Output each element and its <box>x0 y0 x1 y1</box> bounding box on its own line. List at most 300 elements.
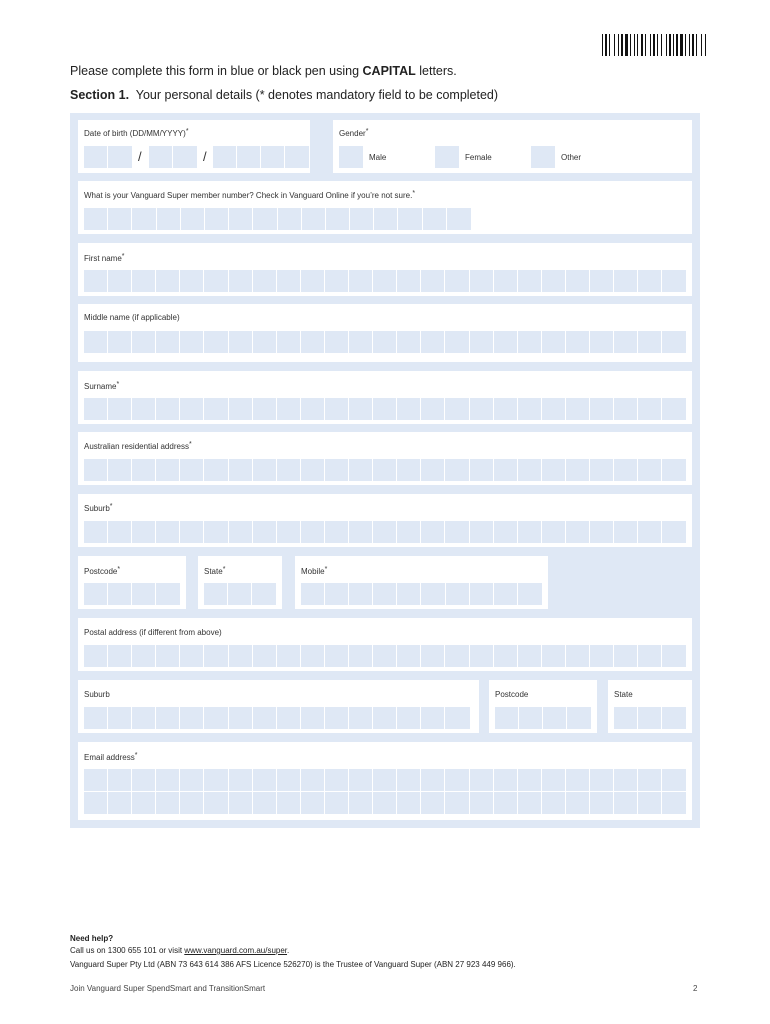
character-cell[interactable] <box>204 270 228 292</box>
character-cell[interactable] <box>445 792 469 814</box>
postal-suburb-box <box>78 680 479 733</box>
character-cell[interactable] <box>614 769 638 791</box>
character-cell[interactable] <box>350 208 374 230</box>
character-cell[interactable] <box>132 398 156 420</box>
character-cell[interactable] <box>566 792 590 814</box>
character-cell[interactable] <box>614 521 638 543</box>
character-cell[interactable] <box>349 645 373 667</box>
character-cell[interactable] <box>373 792 397 814</box>
character-cell[interactable] <box>132 769 156 791</box>
postal-address-input[interactable] <box>84 645 686 667</box>
character-cell[interactable] <box>108 583 132 605</box>
character-cell[interactable] <box>518 270 542 292</box>
email-input-line-1[interactable] <box>84 769 686 791</box>
character-cell[interactable] <box>638 459 662 481</box>
character-cell[interactable] <box>566 398 590 420</box>
character-cell[interactable] <box>108 769 132 791</box>
character-cell[interactable] <box>421 583 445 605</box>
character-cell[interactable] <box>445 645 469 667</box>
character-cell[interactable] <box>542 769 566 791</box>
character-cell[interactable] <box>445 521 469 543</box>
character-cell[interactable] <box>662 459 686 481</box>
character-cell[interactable] <box>445 459 469 481</box>
postcode-label: Postcode* <box>84 566 121 576</box>
character-cell[interactable] <box>277 707 301 729</box>
character-cell[interactable] <box>374 208 398 230</box>
character-cell[interactable] <box>662 792 686 814</box>
character-cell[interactable] <box>229 707 253 729</box>
character-cell[interactable] <box>301 459 325 481</box>
character-cell[interactable] <box>373 521 397 543</box>
character-cell[interactable] <box>277 792 301 814</box>
character-cell[interactable] <box>301 331 325 353</box>
character-cell[interactable] <box>149 146 173 168</box>
character-cell[interactable] <box>614 645 638 667</box>
character-cell[interactable] <box>180 707 204 729</box>
character-cell[interactable] <box>84 521 108 543</box>
character-cell[interactable] <box>614 792 638 814</box>
character-cell[interactable] <box>253 792 277 814</box>
character-cell[interactable] <box>397 792 421 814</box>
character-cell[interactable] <box>157 208 181 230</box>
character-cell[interactable] <box>349 707 373 729</box>
character-cell[interactable] <box>494 792 518 814</box>
character-cell[interactable] <box>204 583 228 605</box>
character-cell[interactable] <box>156 459 180 481</box>
character-cell[interactable] <box>84 208 108 230</box>
character-cell[interactable] <box>84 769 108 791</box>
character-cell[interactable] <box>397 331 421 353</box>
character-cell[interactable] <box>108 459 132 481</box>
character-cell[interactable] <box>662 645 686 667</box>
character-cell[interactable] <box>373 645 397 667</box>
character-cell[interactable] <box>397 270 421 292</box>
character-cell[interactable] <box>132 707 156 729</box>
dob-label: Date of birth (DD/MM/YYYY)* <box>84 128 189 138</box>
character-cell[interactable] <box>373 769 397 791</box>
character-cell[interactable] <box>470 792 494 814</box>
state-input[interactable] <box>204 583 276 605</box>
postal-address-box <box>78 618 692 671</box>
character-cell[interactable] <box>421 645 445 667</box>
character-cell[interactable] <box>638 792 662 814</box>
character-cell[interactable] <box>132 331 156 353</box>
mobile-input[interactable] <box>301 583 542 605</box>
character-cell[interactable] <box>349 769 373 791</box>
character-cell[interactable] <box>253 459 277 481</box>
character-cell[interactable] <box>301 769 325 791</box>
character-cell[interactable] <box>229 459 253 481</box>
mobile-label: Mobile* <box>301 566 328 576</box>
character-cell[interactable] <box>373 707 397 729</box>
character-cell[interactable] <box>326 208 350 230</box>
character-cell[interactable] <box>566 645 590 667</box>
character-cell[interactable] <box>156 398 180 420</box>
character-cell[interactable] <box>229 208 253 230</box>
character-cell[interactable] <box>349 270 373 292</box>
dob-year-input[interactable] <box>213 146 309 168</box>
character-cell[interactable] <box>325 792 349 814</box>
suburb-input[interactable] <box>84 521 686 543</box>
mobile-box <box>295 556 548 609</box>
character-cell[interactable] <box>638 645 662 667</box>
character-cell[interactable] <box>518 769 542 791</box>
character-cell[interactable] <box>373 270 397 292</box>
character-cell[interactable] <box>181 208 205 230</box>
character-cell[interactable] <box>301 521 325 543</box>
character-cell[interactable] <box>156 521 180 543</box>
surname-input[interactable] <box>84 398 686 420</box>
character-cell[interactable] <box>180 645 204 667</box>
email-input-line-2[interactable] <box>84 792 686 814</box>
character-cell[interactable] <box>614 398 638 420</box>
character-cell[interactable] <box>590 792 614 814</box>
character-cell[interactable] <box>108 208 132 230</box>
character-cell[interactable] <box>156 270 180 292</box>
character-cell[interactable] <box>301 583 325 605</box>
character-cell[interactable] <box>445 707 469 729</box>
character-cell[interactable] <box>397 707 421 729</box>
character-cell[interactable] <box>229 398 253 420</box>
character-cell[interactable] <box>542 645 566 667</box>
character-cell[interactable] <box>590 769 614 791</box>
dob-month-input[interactable] <box>149 146 197 168</box>
character-cell[interactable] <box>253 270 277 292</box>
middle-name-input[interactable] <box>84 331 686 353</box>
character-cell[interactable] <box>213 146 237 168</box>
character-cell[interactable] <box>277 769 301 791</box>
character-cell[interactable] <box>84 331 108 353</box>
character-cell[interactable] <box>567 707 591 729</box>
character-cell[interactable] <box>84 270 108 292</box>
character-cell[interactable] <box>494 459 518 481</box>
character-cell[interactable] <box>277 521 301 543</box>
character-cell[interactable] <box>301 792 325 814</box>
character-cell[interactable] <box>421 707 445 729</box>
postal-state-input[interactable] <box>614 707 686 729</box>
character-cell[interactable] <box>84 707 108 729</box>
character-cell[interactable] <box>542 459 566 481</box>
character-cell[interactable] <box>373 331 397 353</box>
character-cell[interactable] <box>261 146 285 168</box>
character-cell[interactable] <box>590 398 614 420</box>
character-cell[interactable] <box>252 583 276 605</box>
character-cell[interactable] <box>590 521 614 543</box>
character-cell[interactable] <box>662 398 686 420</box>
character-cell[interactable] <box>445 331 469 353</box>
character-cell[interactable] <box>421 270 445 292</box>
character-cell[interactable] <box>277 459 301 481</box>
character-cell[interactable] <box>325 583 349 605</box>
character-cell[interactable] <box>349 521 373 543</box>
character-cell[interactable] <box>325 521 349 543</box>
character-cell[interactable] <box>132 521 156 543</box>
character-cell[interactable] <box>542 521 566 543</box>
character-cell[interactable] <box>662 707 686 729</box>
character-cell[interactable] <box>494 583 518 605</box>
character-cell[interactable] <box>84 792 108 814</box>
character-cell[interactable] <box>638 521 662 543</box>
character-cell[interactable] <box>325 645 349 667</box>
character-cell[interactable] <box>180 521 204 543</box>
character-cell[interactable] <box>590 331 614 353</box>
first-name-label: First name* <box>84 253 125 263</box>
character-cell[interactable] <box>108 645 132 667</box>
character-cell[interactable] <box>108 146 132 168</box>
character-cell[interactable] <box>156 792 180 814</box>
character-cell[interactable] <box>566 459 590 481</box>
gender-male-checkbox[interactable] <box>339 146 363 168</box>
character-cell[interactable] <box>180 459 204 481</box>
character-cell[interactable] <box>84 146 108 168</box>
character-cell[interactable] <box>132 459 156 481</box>
character-cell[interactable] <box>494 331 518 353</box>
character-cell[interactable] <box>180 792 204 814</box>
character-cell[interactable] <box>662 270 686 292</box>
character-cell[interactable] <box>285 146 309 168</box>
character-cell[interactable] <box>156 331 180 353</box>
character-cell[interactable] <box>470 645 494 667</box>
character-cell[interactable] <box>445 398 469 420</box>
character-cell[interactable] <box>349 583 373 605</box>
character-cell[interactable] <box>614 331 638 353</box>
character-cell[interactable] <box>237 146 261 168</box>
character-cell[interactable] <box>229 270 253 292</box>
character-cell[interactable] <box>494 270 518 292</box>
character-cell[interactable] <box>373 583 397 605</box>
character-cell[interactable] <box>495 707 519 729</box>
postcode-input[interactable] <box>84 583 180 605</box>
character-cell[interactable] <box>205 208 229 230</box>
character-cell[interactable] <box>397 521 421 543</box>
character-cell[interactable] <box>229 792 253 814</box>
character-cell[interactable] <box>614 707 638 729</box>
character-cell[interactable] <box>180 270 204 292</box>
character-cell[interactable] <box>229 769 253 791</box>
character-cell[interactable] <box>470 398 494 420</box>
character-cell[interactable] <box>84 583 108 605</box>
character-cell[interactable] <box>518 331 542 353</box>
character-cell[interactable] <box>277 331 301 353</box>
character-cell[interactable] <box>108 707 132 729</box>
character-cell[interactable] <box>325 270 349 292</box>
character-cell[interactable] <box>253 331 277 353</box>
character-cell[interactable] <box>204 521 228 543</box>
character-cell[interactable] <box>325 769 349 791</box>
character-cell[interactable] <box>204 645 228 667</box>
character-cell[interactable] <box>325 398 349 420</box>
postal-suburb-input[interactable] <box>84 707 470 729</box>
character-cell[interactable] <box>421 331 445 353</box>
character-cell[interactable] <box>132 645 156 667</box>
character-cell[interactable] <box>132 270 156 292</box>
character-cell[interactable] <box>566 270 590 292</box>
character-cell[interactable] <box>349 331 373 353</box>
character-cell[interactable] <box>373 398 397 420</box>
character-cell[interactable] <box>542 270 566 292</box>
member-number-input[interactable] <box>84 208 471 230</box>
first-name-input[interactable] <box>84 270 686 292</box>
character-cell[interactable] <box>253 645 277 667</box>
dob-day-input[interactable] <box>84 146 132 168</box>
character-cell[interactable] <box>132 583 156 605</box>
postal-postcode-input[interactable] <box>495 707 591 729</box>
residential-address-label: Australian residential address* <box>84 441 192 451</box>
character-cell[interactable] <box>614 270 638 292</box>
character-cell[interactable] <box>132 792 156 814</box>
character-cell[interactable] <box>518 583 542 605</box>
residential-address-box <box>78 432 692 485</box>
character-cell[interactable] <box>542 331 566 353</box>
character-cell[interactable] <box>445 270 469 292</box>
gender-label: Gender* <box>339 128 369 138</box>
character-cell[interactable] <box>397 583 421 605</box>
character-cell[interactable] <box>253 769 277 791</box>
character-cell[interactable] <box>108 521 132 543</box>
character-cell[interactable] <box>423 208 447 230</box>
character-cell[interactable] <box>470 521 494 543</box>
character-cell[interactable] <box>204 792 228 814</box>
character-cell[interactable] <box>470 459 494 481</box>
character-cell[interactable] <box>180 331 204 353</box>
character-cell[interactable] <box>614 459 638 481</box>
character-cell[interactable] <box>518 645 542 667</box>
email-box <box>78 742 692 820</box>
character-cell[interactable] <box>662 331 686 353</box>
character-cell[interactable] <box>132 208 156 230</box>
character-cell[interactable] <box>180 398 204 420</box>
character-cell[interactable] <box>421 769 445 791</box>
character-cell[interactable] <box>542 792 566 814</box>
character-cell[interactable] <box>662 769 686 791</box>
gender-other-checkbox[interactable] <box>531 146 555 168</box>
character-cell[interactable] <box>156 583 180 605</box>
character-cell[interactable] <box>638 398 662 420</box>
character-cell[interactable] <box>494 521 518 543</box>
character-cell[interactable] <box>590 645 614 667</box>
character-cell[interactable] <box>302 208 326 230</box>
character-cell[interactable] <box>470 583 494 605</box>
character-cell[interactable] <box>638 707 662 729</box>
character-cell[interactable] <box>446 583 470 605</box>
character-cell[interactable] <box>229 521 253 543</box>
character-cell[interactable] <box>373 459 397 481</box>
character-cell[interactable] <box>590 459 614 481</box>
character-cell[interactable] <box>518 521 542 543</box>
middle-name-box <box>78 304 692 362</box>
character-cell[interactable] <box>638 331 662 353</box>
character-cell[interactable] <box>277 270 301 292</box>
character-cell[interactable] <box>229 331 253 353</box>
character-cell[interactable] <box>325 707 349 729</box>
character-cell[interactable] <box>325 331 349 353</box>
gender-female-checkbox[interactable] <box>435 146 459 168</box>
character-cell[interactable] <box>277 645 301 667</box>
character-cell[interactable] <box>397 398 421 420</box>
character-cell[interactable] <box>397 769 421 791</box>
character-cell[interactable] <box>421 398 445 420</box>
vanguard-link[interactable]: www.vanguard.com.au/super <box>184 946 288 955</box>
residential-address-input[interactable] <box>84 459 686 481</box>
character-cell[interactable] <box>325 459 349 481</box>
character-cell[interactable] <box>204 707 228 729</box>
character-cell[interactable] <box>542 398 566 420</box>
character-cell[interactable] <box>156 645 180 667</box>
character-cell[interactable] <box>445 769 469 791</box>
character-cell[interactable] <box>397 459 421 481</box>
character-cell[interactable] <box>253 521 277 543</box>
character-cell[interactable] <box>421 792 445 814</box>
character-cell[interactable] <box>494 398 518 420</box>
character-cell[interactable] <box>84 398 108 420</box>
character-cell[interactable] <box>470 270 494 292</box>
character-cell[interactable] <box>349 398 373 420</box>
character-cell[interactable] <box>638 769 662 791</box>
character-cell[interactable] <box>494 645 518 667</box>
character-cell[interactable] <box>204 459 228 481</box>
gender-other-label: Other <box>561 153 582 162</box>
character-cell[interactable] <box>566 331 590 353</box>
character-cell[interactable] <box>108 331 132 353</box>
character-cell[interactable] <box>638 270 662 292</box>
character-cell[interactable] <box>301 398 325 420</box>
character-cell[interactable] <box>228 583 252 605</box>
character-cell[interactable] <box>278 208 302 230</box>
character-cell[interactable] <box>397 645 421 667</box>
character-cell[interactable] <box>84 645 108 667</box>
character-cell[interactable] <box>398 208 422 230</box>
character-cell[interactable] <box>277 398 301 420</box>
character-cell[interactable] <box>447 208 471 230</box>
character-cell[interactable] <box>301 645 325 667</box>
character-cell[interactable] <box>518 792 542 814</box>
character-cell[interactable] <box>204 769 228 791</box>
character-cell[interactable] <box>519 707 543 729</box>
character-cell[interactable] <box>253 707 277 729</box>
character-cell[interactable] <box>518 398 542 420</box>
character-cell[interactable] <box>566 521 590 543</box>
character-cell[interactable] <box>566 769 590 791</box>
character-cell[interactable] <box>349 459 373 481</box>
character-cell[interactable] <box>470 331 494 353</box>
character-cell[interactable] <box>108 270 132 292</box>
character-cell[interactable] <box>590 270 614 292</box>
character-cell[interactable] <box>156 769 180 791</box>
character-cell[interactable] <box>204 398 228 420</box>
character-cell[interactable] <box>253 398 277 420</box>
character-cell[interactable] <box>84 459 108 481</box>
character-cell[interactable] <box>518 459 542 481</box>
character-cell[interactable] <box>470 769 494 791</box>
character-cell[interactable] <box>543 707 567 729</box>
character-cell[interactable] <box>204 331 228 353</box>
character-cell[interactable] <box>349 792 373 814</box>
character-cell[interactable] <box>180 769 204 791</box>
character-cell[interactable] <box>156 707 180 729</box>
character-cell[interactable] <box>301 707 325 729</box>
character-cell[interactable] <box>108 792 132 814</box>
character-cell[interactable] <box>662 521 686 543</box>
character-cell[interactable] <box>229 645 253 667</box>
character-cell[interactable] <box>421 459 445 481</box>
character-cell[interactable] <box>108 398 132 420</box>
character-cell[interactable] <box>301 270 325 292</box>
character-cell[interactable] <box>173 146 197 168</box>
character-cell[interactable] <box>494 769 518 791</box>
character-cell[interactable] <box>253 208 277 230</box>
date-separator: / <box>203 149 207 164</box>
character-cell[interactable] <box>421 521 445 543</box>
